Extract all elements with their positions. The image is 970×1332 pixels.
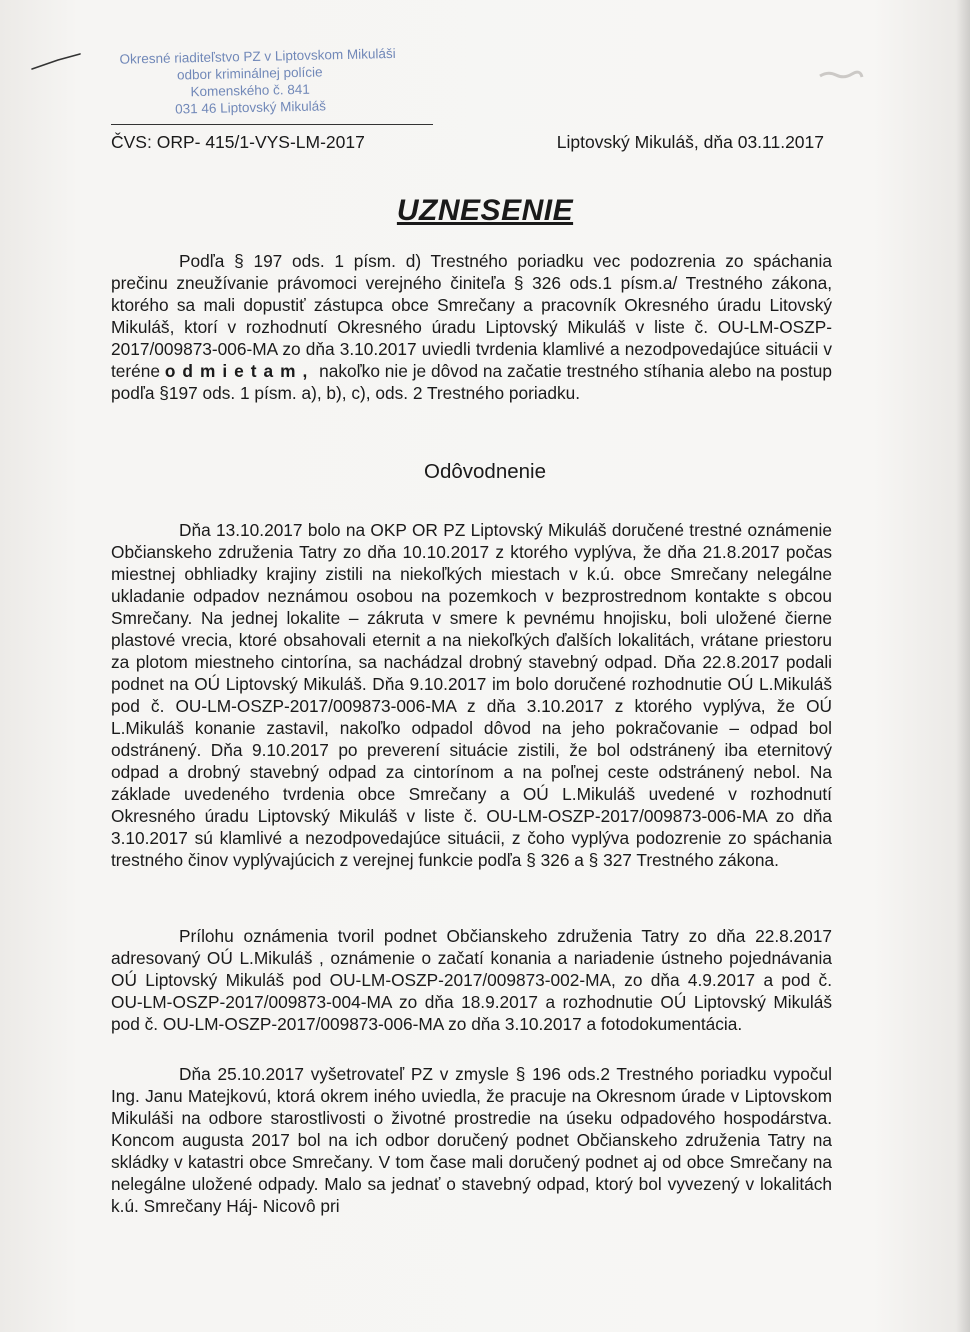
reasoning-paragraph-3 <box>111 1063 832 1217</box>
paragraph-text: Dňa 25.10.2017 vyšetrovateľ PZ v zmysle § 196 ods.2 Trestného poriadku vypočul Ing. Janu Matejkovú, ktorá okrem iného uviedla, že pracuje na Okresnom úrade v Liptovskom Mikuláši na odbore starostlivosti o životné prostredie na úseku odpadového hospodárstva. Koncom augusta 2017 bol na ich odbor doručený podnet Občianskeho združenia Tatry na skládky v katastri obce Smrečany. V tom čase mali doručený podnet aj od obce Smrečany na nelegálne uložené odpady. Malo sa jednať o stavebný odpad, ktorý bol vyvezený v lokalitách k.ú. Smrečany Háj- Nicovô pri <box>111 1064 832 1216</box>
stamp-line-4: 031 46 Liptovský Mikuláš <box>174 98 327 117</box>
header-row <box>111 132 824 154</box>
paragraph-text: Prílohu oznámenia tvoril podnet Občianskeho združenia Tatry zo dňa 22.8.2017 adresovaný OÚ L.Mikuláš , oznámenie o začatí konania a nariadenie ústneho pojednávania OÚ Liptovský Mikuláš pod OU-LM-OSZP-2017/009873-002-MA, zo dňa 4.9.2017 a pod č. OU-LM-OSZP-2017/009873-004-MA zo dňa 18.9.2017 a rozhodnutie OÚ Liptovský Mikuláš pod č. OU-LM-OSZP-2017/009873-006-MA zo dňa 3.10.2017 a fotodokumentácia. <box>111 926 832 1034</box>
resolution-paragraph <box>111 250 832 404</box>
stamp-line-2: odbor kriminálnej polície <box>176 64 323 83</box>
paragraph-text: Dňa 13.10.2017 bolo na OKP OR PZ Liptovský Mikuláš doručené trestné oznámenie Občianskeho združenia Tatry zo dňa 10.10.2017 z ktorého vyplýva, že dňa 21.8.2017 počas miestnej obhliadky krajiny zistili na niekoľkých miestach v k.ú. obce Smrečany nelegálne ukladanie odpadov neznámou osobou na pozemkoch v bezprostrednom kontakte s obcou Smrečany. Na jednej lokalite – zákruta v smere k pevnému hnojisku, boli uložené čierne plastové vrecia, ktoré obsahovali eternit a na niekoľkých ďalších lokalitách, vrátane priestoru za plotom miestneho cintorína, sa nachádzal drobný stavebný odpad. Dňa 22.8.2017 podali podnet na OÚ Liptovský Mikuláš. Dňa 9.10.2017 im bolo doručené rozhodnutie OÚ L.Mikuláš pod č. OU-LM-OSZP-2017/009873-006-MA z dňa 3.10.2017 z ktorého vyplýva, že OÚ L.Mikuláš konanie zastavil, nakoľko odpadol dôvod na jeho pokračovanie – odpad bol odstránený. Dňa 9.10.2017 po preverení situácie zistili, že bol odstránený iba eternitový odpad a drobný stavebný odpad za cintorínom a na poľnej ceste odstránený nebol. Na základe uvedeného tvrdenia obce Smrečany a OÚ L.Mikuláš uvedené v rozhodnutí Okresného úradu Liptovský Mikuláš v liste č. OU-LM-OSZP-2017/009873-006-MA zo dňa 3.10.2017 sú klamlivé a nezodpovedajúce situácii, z čoho vyplýva podozrenie zo spáchania trestného činov vyplývajúcich z verejnej funkcie podľa § 326 a § 327 Trestného zákona. <box>111 520 832 870</box>
resolution-text-after: nakoľko nie je dôvod na začatie trestného stíhania alebo na postup podľa §197 ods. 1 písm. a), b), c), ods. 2 Trestného poriadku. <box>111 361 832 403</box>
reasoning-paragraph-1 <box>111 519 832 871</box>
reasoning-title: Odôvodnenie <box>424 460 546 483</box>
case-number: ČVS: ORP- 415/1-VYS-LM-2017 <box>111 132 365 152</box>
resolution-decision: odmietam, <box>164 361 315 381</box>
scan-speck-icon <box>818 68 864 84</box>
pen-mark-icon <box>30 52 84 72</box>
case-number-rule <box>111 124 433 125</box>
stamp-line-3: Komenského č. 841 <box>190 81 310 100</box>
document-title: UZNESENIE <box>396 194 574 227</box>
stamp-line-1: Okresné riaditeľstvo PZ v Liptovskom Mikuláši <box>119 45 396 67</box>
place-date: Liptovský Mikuláš, dňa 03.11.2017 <box>556 132 824 152</box>
reasoning-paragraph-2 <box>111 925 832 1035</box>
resolution-text-before: Podľa § 197 ods. 1 písm. d) Trestného poriadku vec podozrenia zo spáchania prečinu zneužívanie právomoci verejného činiteľa § 326 ods.1 písm.a/ Trestného zákona, ktorého sa mali dopustiť zástupca obce Smrečany a pracovník Okresného úradu Litovský Mikuláš, ktorí v rozhodnutí Okresného úradu Liptovský Mikuláš v liste č. OU-LM-OSZP-2017/009873-006-MA zo dňa 3.10.2017 uviedli tvrdenia klamlivé a nezodpovedajúce situácii v teréne <box>111 251 832 381</box>
police-stamp <box>119 45 396 118</box>
